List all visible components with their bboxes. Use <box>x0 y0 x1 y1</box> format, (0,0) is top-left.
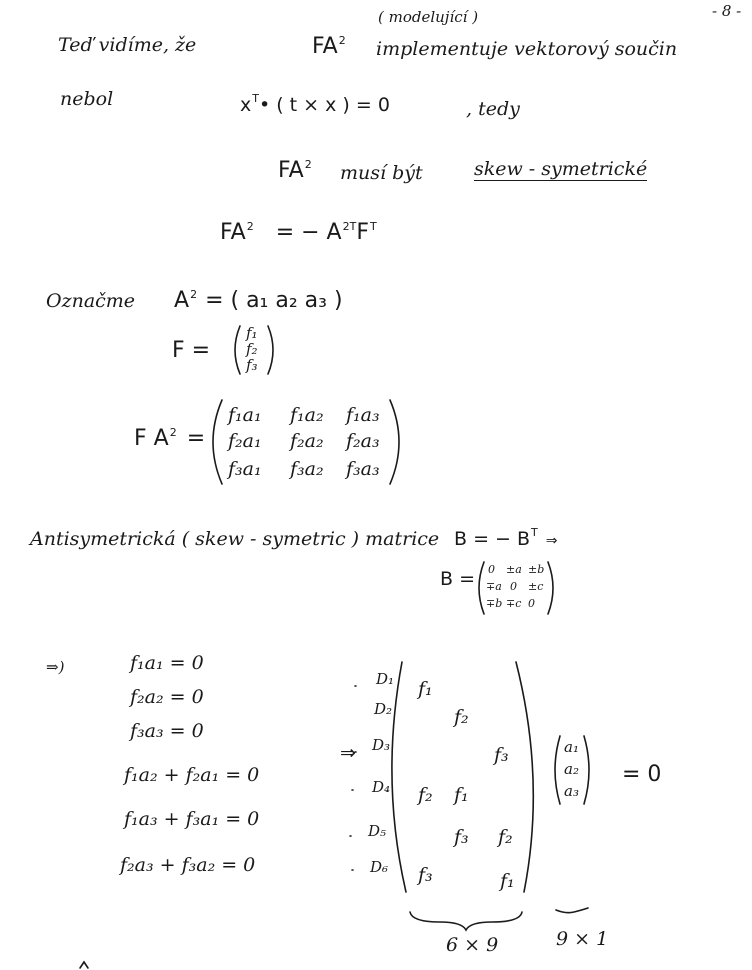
sys-r5c2: f₃ <box>454 826 469 848</box>
f-lhs: F = <box>172 338 211 363</box>
vec-a1: a₁ <box>564 738 579 756</box>
matrix-underbrace <box>410 912 522 930</box>
row-label-d5: D₅ <box>368 822 387 840</box>
skew-eq-lhs: FA <box>220 220 246 245</box>
bottom-mark <box>80 962 88 968</box>
system-right-bracket <box>516 662 533 892</box>
a2-base: A <box>174 288 190 313</box>
oznacme-text: Označme <box>46 290 136 312</box>
sys-r6c3: f₁ <box>500 870 515 892</box>
fa2-cell-33: f₃a₃ <box>346 458 380 480</box>
b-cell-21: ∓a <box>486 580 502 593</box>
fa2-matrix-lhs-sup: 2 <box>169 426 177 439</box>
b-def-text: B = − B <box>454 528 531 550</box>
equation-1: f₁a₁ = 0 <box>130 652 204 674</box>
row-label-d3: D₃ <box>372 736 391 754</box>
vector-underbrace <box>556 908 588 913</box>
row-label-d4: D₄ <box>372 778 391 796</box>
nebot-text: nebol <box>60 88 114 110</box>
eq-x: x <box>240 94 252 116</box>
b-cell-22: 0 <box>510 580 517 593</box>
antisym-text: Antisymetrická ( skew - symetric ) matrice <box>30 528 440 550</box>
b-cell-31: ∓b <box>486 597 503 610</box>
b-cell-11: 0 <box>488 563 495 576</box>
sys-r3c3: f₃ <box>494 744 509 766</box>
skew-eq-a-sup: 2T <box>342 220 357 233</box>
implements-text: implementuje vektorový součin <box>376 38 678 60</box>
fa2-cell-23: f₂a₃ <box>346 430 380 452</box>
sys-r4c1: f₂ <box>418 784 433 806</box>
vec-a-left-paren <box>555 736 560 804</box>
b-cell-23: ±c <box>528 580 544 593</box>
implies-mark: ⇒) <box>46 658 65 676</box>
b-cell-32: ∓c <box>506 597 522 610</box>
fa2-matrix-lhs <box>134 428 205 450</box>
row-label-d1: D₁ <box>376 670 395 688</box>
fa2-matrix-lhs-base: F A <box>134 426 169 451</box>
system-rhs: = 0 <box>622 762 662 787</box>
page-number: - 8 - <box>712 2 742 20</box>
b-def-sup: T <box>531 526 538 539</box>
b-cell-33: 0 <box>528 597 535 610</box>
intro-fa2 <box>312 36 346 58</box>
vec-a2: a₂ <box>564 760 579 778</box>
skew-eq-mid: = − A <box>275 220 342 245</box>
fa2-cell-21: f₂a₁ <box>228 430 262 452</box>
modelled-note: ( modelující ) <box>378 8 479 26</box>
intro-fa2-sup: 2 <box>338 34 346 47</box>
fa2-cell-11: f₁a₁ <box>228 404 262 426</box>
intro-line-text: Teď vidíme, že <box>58 34 197 56</box>
equation-2: f₂a₂ = 0 <box>130 686 204 708</box>
fa2-cell-31: f₃a₁ <box>228 458 262 480</box>
a2-sup: 2 <box>190 288 198 301</box>
row-label-d6: D₆ <box>370 858 389 876</box>
fa2-matrix-right-paren <box>390 400 399 484</box>
b-matrix-right-paren <box>548 562 553 614</box>
f-vec-2: f₂ <box>246 340 258 358</box>
b-cell-12: ±a <box>506 563 522 576</box>
fa2-matrix-eq: = <box>186 426 206 451</box>
intro-fa2-base: FA <box>312 34 338 59</box>
eq-x-sup: T <box>252 92 259 105</box>
fa2-cell-12: f₁a₂ <box>290 404 324 426</box>
sys-r1c1: f₁ <box>418 678 433 700</box>
tedy-text: , tedy <box>466 98 520 120</box>
system-arrow: ⇒ <box>340 742 356 764</box>
sys-r4c2: f₁ <box>454 784 469 806</box>
eq-rest: • ( t × x ) = 0 <box>258 94 390 116</box>
dim-matrix: 6 × 9 <box>446 934 499 956</box>
system-left-bracket <box>392 662 406 892</box>
skew-fa2 <box>278 160 312 182</box>
cross-product-equation <box>240 92 390 116</box>
f-vec-3: f₃ <box>246 356 258 374</box>
f-vec-1: f₁ <box>246 324 258 342</box>
b-cell-13: ±b <box>528 563 545 576</box>
sys-r5c3: f₂ <box>498 826 513 848</box>
a2-rhs: = ( a₁ a₂ a₃ ) <box>205 288 343 313</box>
dim-vector: 9 × 1 <box>556 928 609 950</box>
equation-3: f₃a₃ = 0 <box>130 720 204 742</box>
b-def-arrow: ⇒ <box>545 533 558 549</box>
b-lhs: B = <box>440 568 475 590</box>
equation-5: f₁a₃ + f₃a₁ = 0 <box>124 808 260 830</box>
skew-fa2-base: FA <box>278 158 304 183</box>
skew-symmetric-word: skew - symetrické <box>474 158 648 180</box>
f-vec-right-paren <box>268 326 273 374</box>
vec-a3: a₃ <box>564 782 579 800</box>
f-vec-left-paren <box>235 326 240 374</box>
b-definition <box>454 526 558 550</box>
fa2-cell-13: f₁a₃ <box>346 404 380 426</box>
equation-6: f₂a₃ + f₃a₂ = 0 <box>120 854 256 876</box>
musi-byt-text: musí být <box>340 162 423 184</box>
a2-definition <box>174 290 343 312</box>
skew-fa2-sup: 2 <box>304 158 312 171</box>
fa2-matrix-left-paren <box>213 400 222 484</box>
skew-equation <box>220 222 377 244</box>
vec-a-right-paren <box>584 736 589 804</box>
skew-eq-lhs-sup: 2 <box>246 220 254 233</box>
row-label-d2: D₂ <box>374 700 393 718</box>
sys-r6c1: f₃ <box>418 864 433 886</box>
fa2-cell-22: f₂a₂ <box>290 430 324 452</box>
skew-eq-f-sup: T <box>369 220 377 233</box>
sys-r2c2: f₂ <box>454 706 469 728</box>
equation-4: f₁a₂ + f₂a₁ = 0 <box>124 764 260 786</box>
skew-eq-f: F <box>356 220 369 245</box>
fa2-cell-32: f₃a₂ <box>290 458 324 480</box>
b-matrix-left-paren <box>479 562 484 614</box>
